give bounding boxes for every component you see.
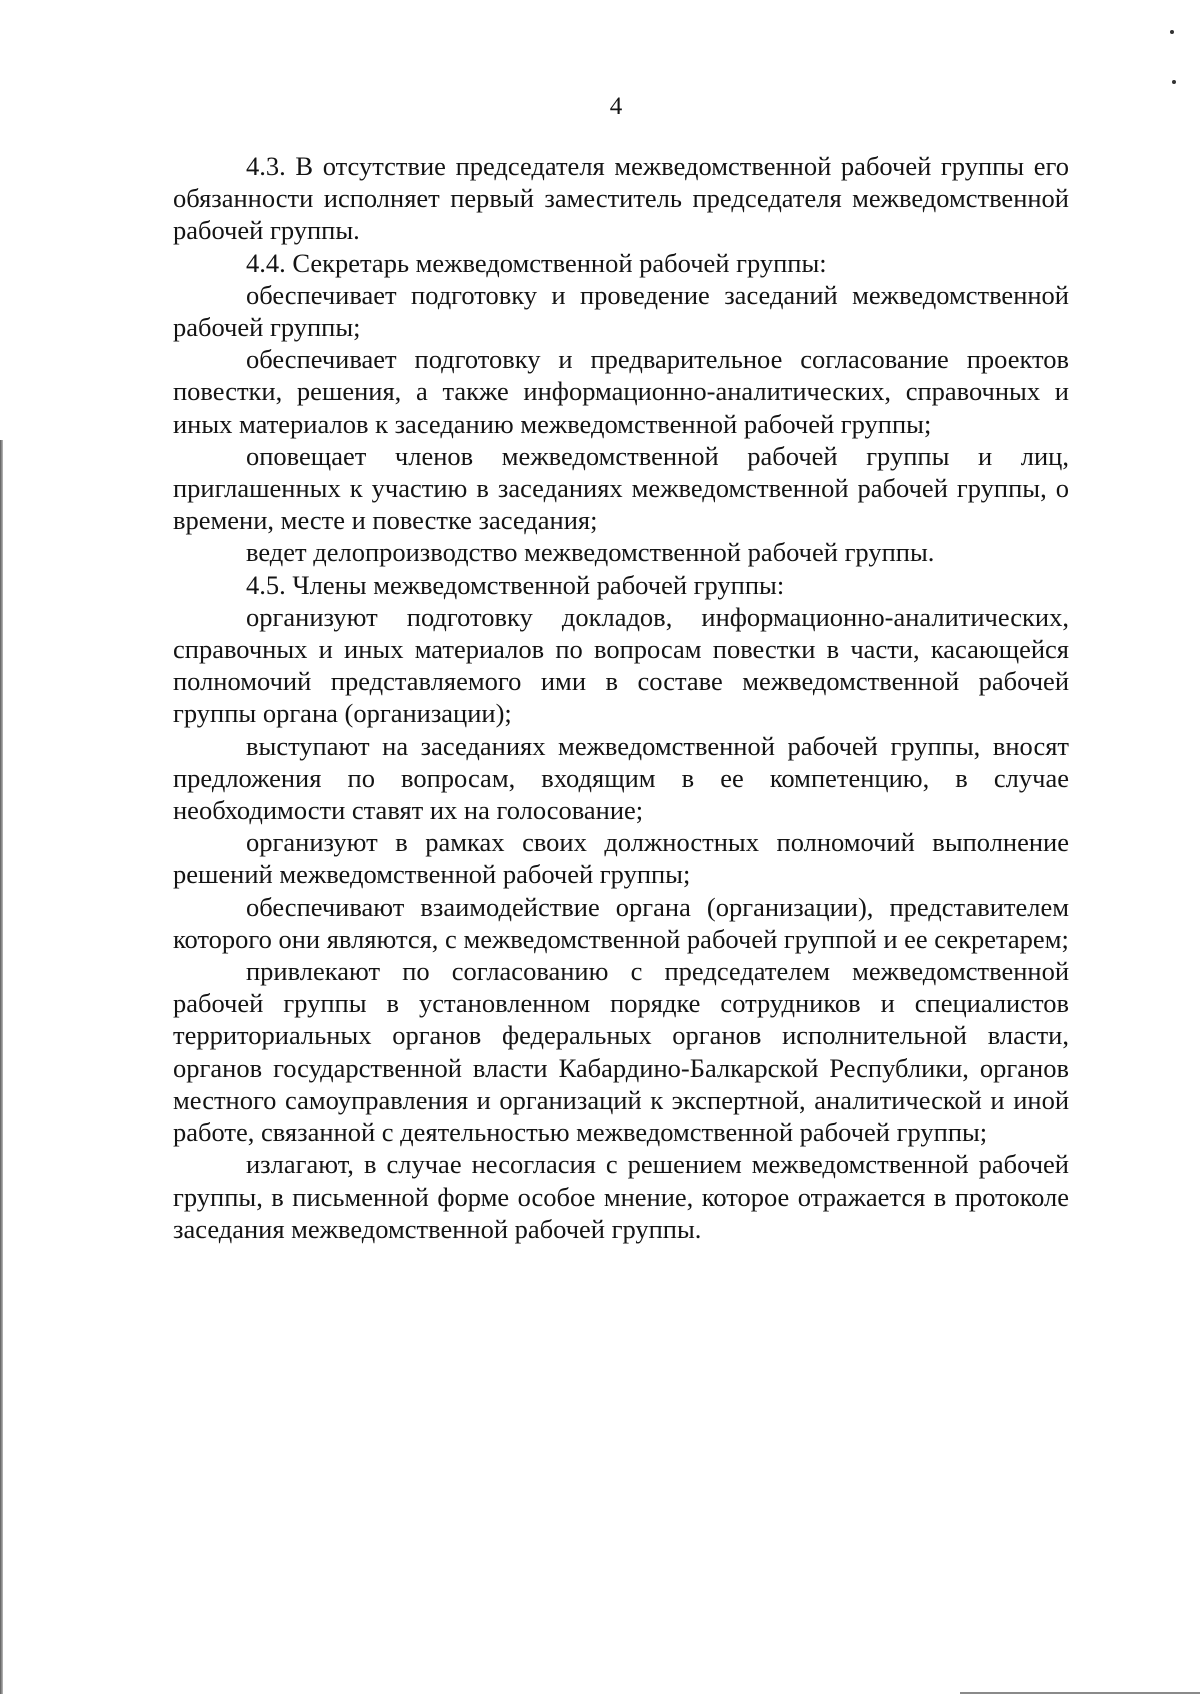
member-duty-item: обеспечивают взаимодействие органа (организации), представителем которого они являются, с межведомственной рабочей группой и ее секретарем; (173, 891, 1069, 954)
member-duty-item: привлекают по согласованию с председателем межведомственной рабочей группы в установленном порядке сотрудников и специалистов территориальных органов федеральных органов исполнительной власти, органов государственной власти Кабардино-Балкарской Республики, органов местного самоуправления и организаций к экспертной, аналитической и иной работе, связанной с деятельностью межведомственной рабочей группы; (173, 956, 1069, 1148)
page-number: 4 (609, 93, 623, 120)
clause-4-3: 4.3. В отсутствие председателя межведомственной рабочей группы его обязанности исполняет первый заместитель председателя межведомственной рабочей группы. (173, 151, 1069, 246)
secretary-duty-item: оповещает членов межведомственной рабочей группы и лиц, приглашенных к участию в заседаниях межведомственной рабочей группы, о времени, месте и повестке заседания; (173, 440, 1069, 536)
scan-edge-left (0, 440, 3, 1694)
clause-4-4-heading: 4.4. Секретарь межведомственной рабочей группы: (246, 247, 827, 278)
clause-4-5-heading: 4.5. Члены межведомственной рабочей группы: (246, 569, 785, 600)
member-duty-item: организуют в рамках своих должностных полномочий выполнение решений межведомственной рабочей группы; (173, 827, 1069, 890)
secretary-duty-item: обеспечивает подготовку и предварительное согласование проектов повестки, решения, а также информационно-аналитических, справочных и иных материалов к заседанию межведомственной рабочей группы; (173, 344, 1069, 439)
member-duty-item: выступают на заседаниях межведомственной рабочей группы, вносят предложения по вопросам, входящим в ее компетенцию, в случае необходимости ставят их на голосование; (173, 730, 1069, 826)
document-body (173, 150, 1069, 1245)
member-duty-item: организуют подготовку докладов, информационно-аналитических, справочных и иных материалов по вопросам повестки в части, касающейся полномочий представляемого ими в составе межведомственной рабочей группы органа (организации); (173, 601, 1069, 729)
secretary-duty-item: ведет делопроизводство межведомственной рабочей группы. (246, 537, 935, 568)
secretary-duty-item: обеспечивает подготовку и проведение заседаний межведомственной рабочей группы; (173, 279, 1069, 343)
scan-speck (1172, 80, 1176, 84)
scan-speck (1170, 30, 1174, 34)
member-duty-item: излагают, в случае несогласия с решением межведомственной рабочей группы, в письменной форме особое мнение, которое отражается в протоколе заседания межведомственной рабочей группы. (173, 1149, 1069, 1244)
